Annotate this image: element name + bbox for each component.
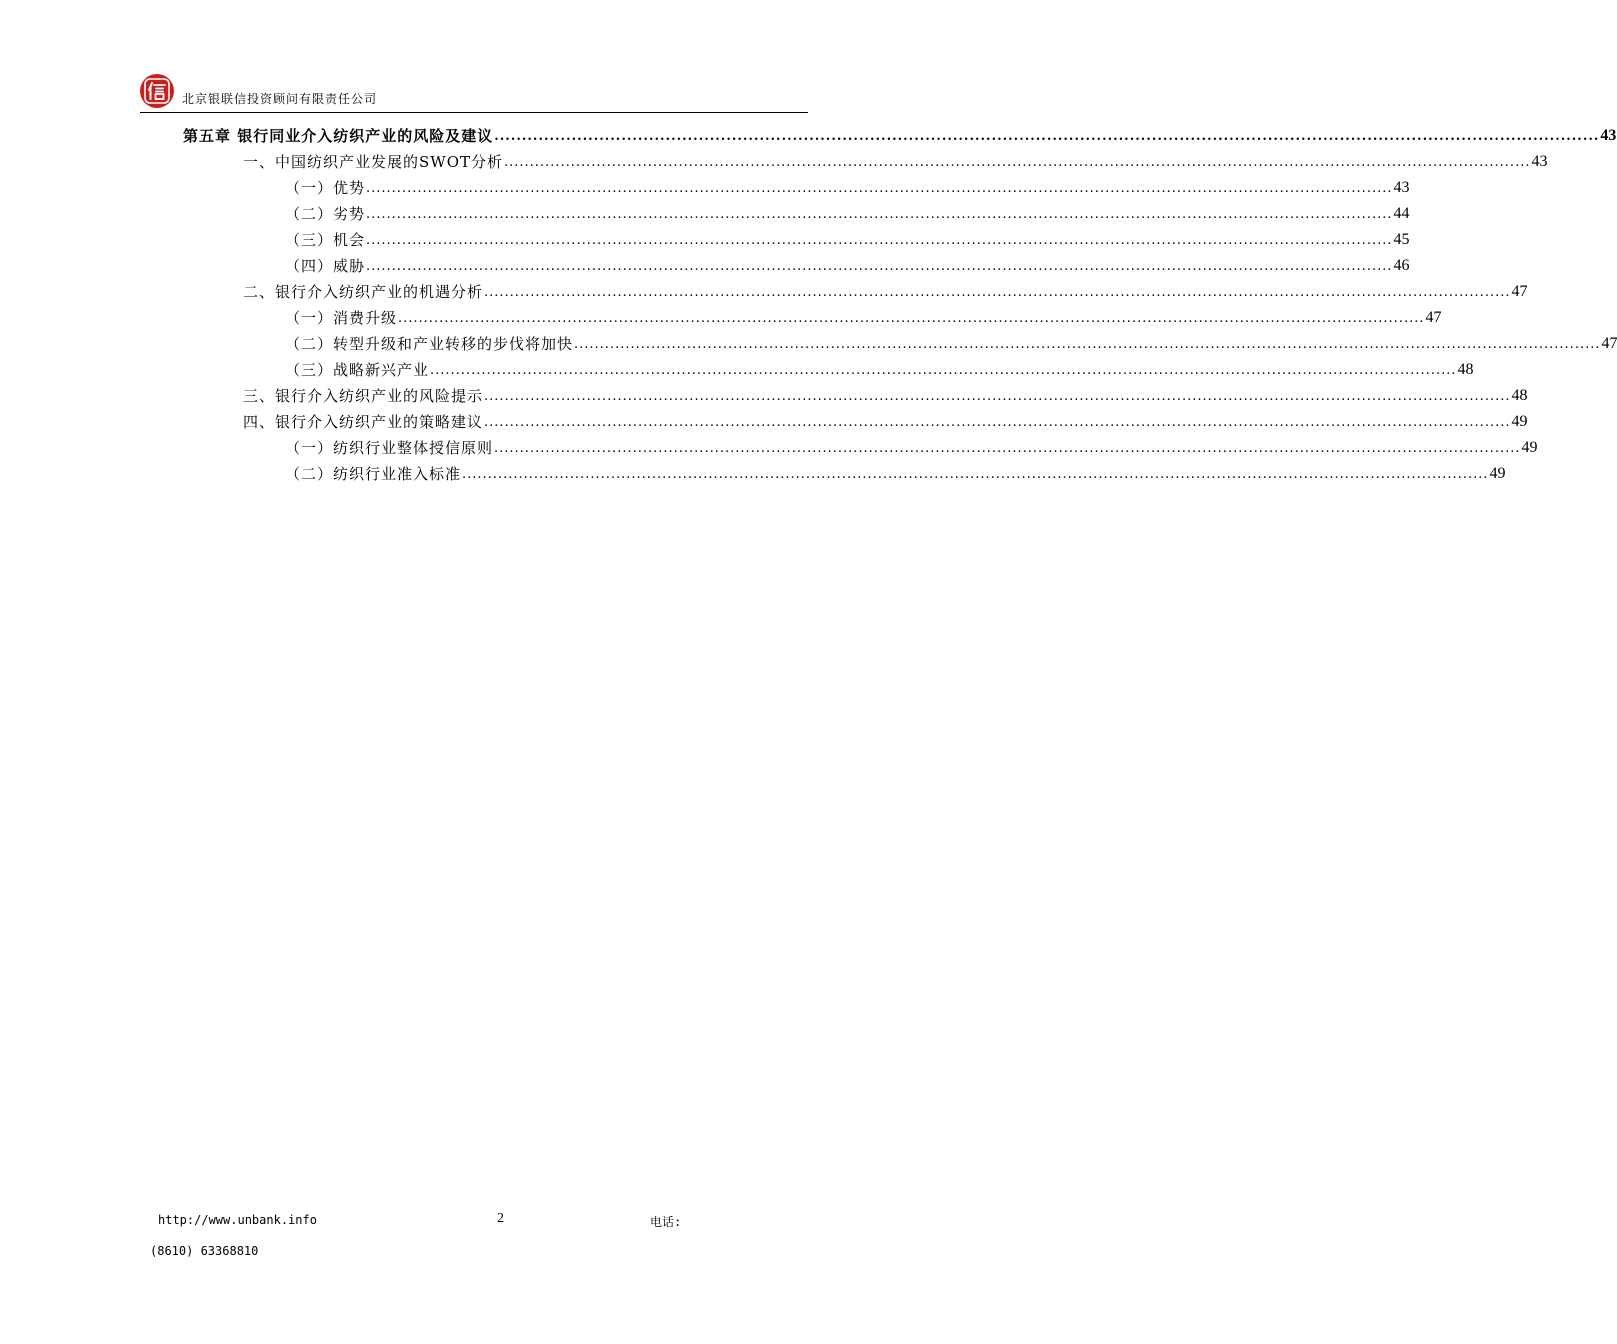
toc-entry-title: （三）战略新兴产业 xyxy=(285,361,430,379)
toc-entry-title: 三、银行介入纺织产业的风险提示 xyxy=(243,387,484,405)
toc-entry-title: 二、银行介入纺织产业的机遇分析 xyxy=(243,283,484,301)
toc-entry-title: （一）优势 xyxy=(285,179,366,197)
toc-entry-title: （四）威胁 xyxy=(285,257,366,275)
toc-entry-page: 47 xyxy=(1601,335,1617,352)
toc-leader-dots: ........................................................................................................................................................................................................ xyxy=(366,259,1393,274)
toc-entry-page: 44 xyxy=(1393,205,1410,222)
toc-entry[interactable] xyxy=(285,458,1506,484)
toc-leader-dots: ........................................................................................................................................................................................................ xyxy=(484,415,1511,430)
toc-entry-title: 四、银行介入纺织产业的策略建议 xyxy=(243,413,484,431)
toc-entry[interactable] xyxy=(285,172,1410,198)
toc-leader-dots: ........................................................................................................................................................................................................ xyxy=(366,233,1393,248)
toc-entry[interactable] xyxy=(285,328,1617,354)
toc-entry-title: （二）劣势 xyxy=(285,205,366,223)
footer-page-number: 2 xyxy=(497,1211,504,1226)
toc-entry[interactable] xyxy=(243,380,1528,406)
toc-entry-page: 47 xyxy=(1425,309,1442,326)
toc-entry-page: 49 xyxy=(1521,439,1538,456)
toc-entry-page: 49 xyxy=(1511,413,1528,430)
toc-leader-dots: ........................................................................................................................................................................................................ xyxy=(574,337,1601,352)
xin-seal-icon xyxy=(144,78,170,104)
toc-entry-page: 49 xyxy=(1489,465,1506,482)
toc-entry[interactable] xyxy=(285,198,1410,224)
toc-leader-dots: ........................................................................................................................................................................................................ xyxy=(494,129,1600,144)
toc-leader-dots: ........................................................................................................................................................................................................ xyxy=(484,389,1511,404)
toc-entry-page: 47 xyxy=(1511,283,1528,300)
toc-entry-page: 46 xyxy=(1393,257,1410,274)
toc-entry[interactable] xyxy=(285,302,1442,328)
toc-entry-page: 43 xyxy=(1531,153,1548,170)
toc-entry-page: 45 xyxy=(1393,231,1410,248)
toc-leader-dots: ........................................................................................................................................................................................................ xyxy=(494,441,1521,456)
toc-leader-dots: ........................................................................................................................................................................................................ xyxy=(366,207,1393,222)
toc-leader-dots: ........................................................................................................................................................................................................ xyxy=(484,285,1511,300)
toc-leader-dots: ........................................................................................................................................................................................................ xyxy=(366,181,1393,196)
toc-entry[interactable] xyxy=(243,146,1548,172)
toc-leader-dots: ........................................................................................................................................................................................................ xyxy=(462,467,1489,482)
toc-entry-title: 一、中国纺织产业发展的SWOT分析 xyxy=(243,153,503,171)
toc-entry[interactable] xyxy=(243,276,1528,302)
page-header xyxy=(140,72,808,113)
toc-entry-title: 第五章 银行同业介入纺织产业的风险及建议 xyxy=(183,127,494,145)
toc-entry[interactable] xyxy=(285,354,1474,380)
toc-entry-page: 48 xyxy=(1511,387,1528,404)
footer-phone-label: 电话: xyxy=(650,1215,682,1229)
toc-entry[interactable] xyxy=(285,250,1410,276)
toc-entry-title: （三）机会 xyxy=(285,231,366,249)
company-name: 北京银联信投资顾问有限责任公司 xyxy=(182,92,378,106)
company-logo xyxy=(140,74,174,108)
toc-entry-title: （二）转型升级和产业转移的步伐将加快 xyxy=(285,335,574,353)
footer-website: http://www.unbank.info xyxy=(158,1213,317,1227)
toc-leader-dots: ........................................................................................................................................................................................................ xyxy=(430,363,1457,378)
toc-entry[interactable] xyxy=(285,432,1538,458)
footer-phone-number: (8610) 63368810 xyxy=(150,1244,259,1258)
toc-leader-dots: ........................................................................................................................................................................................................ xyxy=(504,155,1531,170)
toc-entry-page: 43 xyxy=(1393,179,1410,196)
toc-entry[interactable] xyxy=(243,406,1528,432)
toc-entry-title: （一）纺织行业整体授信原则 xyxy=(285,439,494,457)
toc-entry-title: （一）消费升级 xyxy=(285,309,398,327)
toc-entry-page: 43 xyxy=(1600,127,1617,144)
toc-entry-title: （二）纺织行业准入标准 xyxy=(285,465,462,483)
toc-entry[interactable] xyxy=(183,120,1617,146)
toc-leader-dots: ........................................................................................................................................................................................................ xyxy=(398,311,1425,326)
toc-entry-page: 48 xyxy=(1457,361,1474,378)
toc-entry[interactable] xyxy=(285,224,1410,250)
